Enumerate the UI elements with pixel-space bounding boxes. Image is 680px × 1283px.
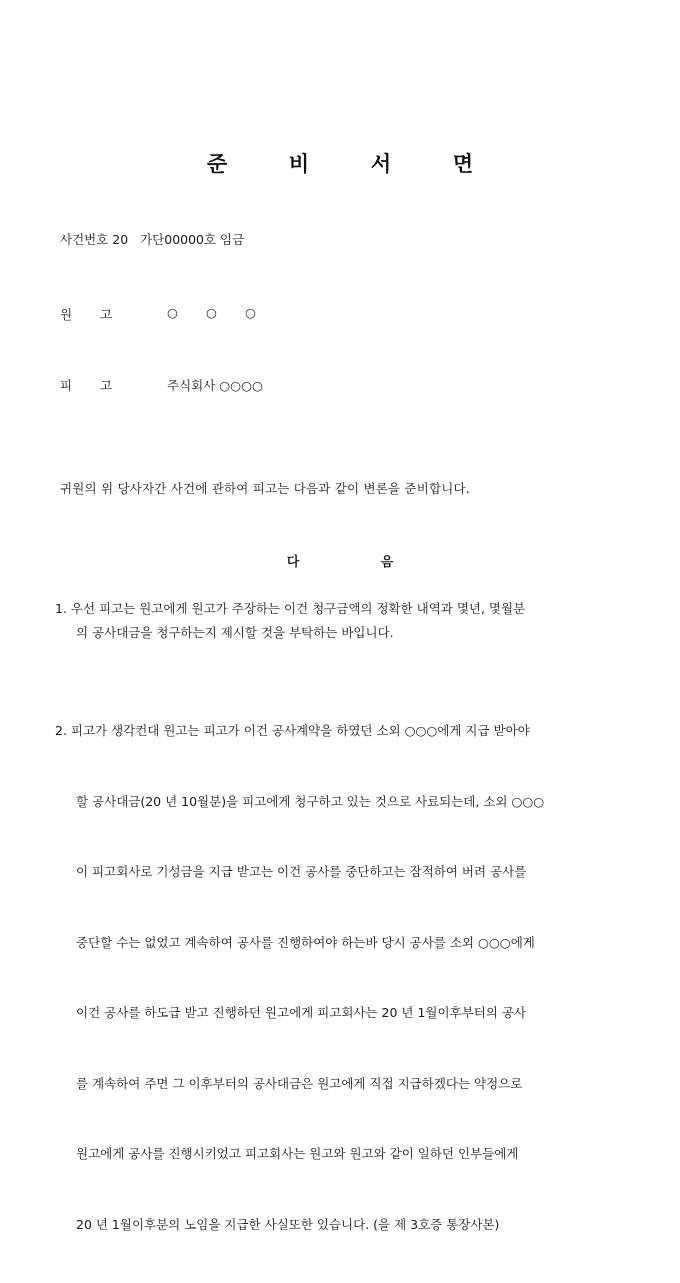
heading-char: 음 <box>380 555 394 570</box>
defendant-label-1: 피 <box>60 378 73 393</box>
heading-char: 다 <box>286 555 300 570</box>
plaintiff-label-2: 고 <box>100 307 113 322</box>
paragraph-line: 1. 우선 피고는 원고에게 원고가 주장하는 이건 청구금액의 정확한 내역과 몇년, 몇월분 <box>55 601 526 616</box>
paragraph-2 <box>55 672 630 1283</box>
paragraph-1 <box>55 597 630 644</box>
defendant-name: 주식회사 ○○○○ <box>167 378 263 393</box>
document-title <box>0 148 680 178</box>
paragraph-line: 20 년 1월이후분의 노임을 지급한 사실또한 있습니다. (을 제 3호증 통장사본) <box>76 1216 500 1232</box>
paragraph-line: 중단할 수는 없었고 계속하여 공사를 진행하여야 하는바 당시 공사를 소외 ○○○에게 <box>76 934 535 950</box>
paragraph-line: 할 공사대금(20 년 10월분)을 피고에게 청구하고 있는 것으로 사료되는데, 소외 ○○○ <box>76 793 545 809</box>
plaintiff-name <box>167 305 284 320</box>
section-heading <box>0 551 680 570</box>
plaintiff-name-char: ○ <box>206 305 217 320</box>
title-char: 면 <box>452 152 474 176</box>
plaintiff-name-char: ○ <box>245 305 256 320</box>
paragraph-line: 의 공사대금을 청구하는지 제시할 것을 부탁하는 바입니다. <box>76 624 394 640</box>
title-char: 비 <box>288 152 310 176</box>
paragraph-line: 원고에게 공사를 진행시키었고 피고회사는 원고와 원고와 같이 일하던 인부들에게 <box>76 1146 519 1161</box>
paragraph-line: 이 피고회사로 기성금을 지급 받고는 이건 공사를 중단하고는 잠적하여 버려 공사를 <box>76 864 527 879</box>
title-char: 준 <box>206 152 228 176</box>
paragraph-line: 이건 공사를 하도급 받고 진행하던 원고에게 피고회사는 20 년 1월이후부터의 공사 <box>76 1005 526 1020</box>
intro-sentence: 귀원의 위 당사자간 사건에 관하여 피고는 다음과 같이 변론을 준비합니다. <box>60 481 470 496</box>
paragraph-line: 를 계속하여 주면 그 이후부터의 공사대금은 원고에게 직접 지급하겠다는 약정으로 <box>76 1075 523 1091</box>
case-number: 사건번호 20 가단00000호 임금 <box>60 232 245 247</box>
title-char: 서 <box>370 152 392 176</box>
defendant-label-2: 고 <box>100 378 113 393</box>
paragraph-line: 2. 피고가 생각컨대 원고는 피고가 이건 공사계약을 하였던 소외 ○○○에게 지급 받아야 <box>55 723 530 738</box>
plaintiff-name-char: ○ <box>167 305 178 320</box>
plaintiff-label-1: 원 <box>60 307 73 322</box>
